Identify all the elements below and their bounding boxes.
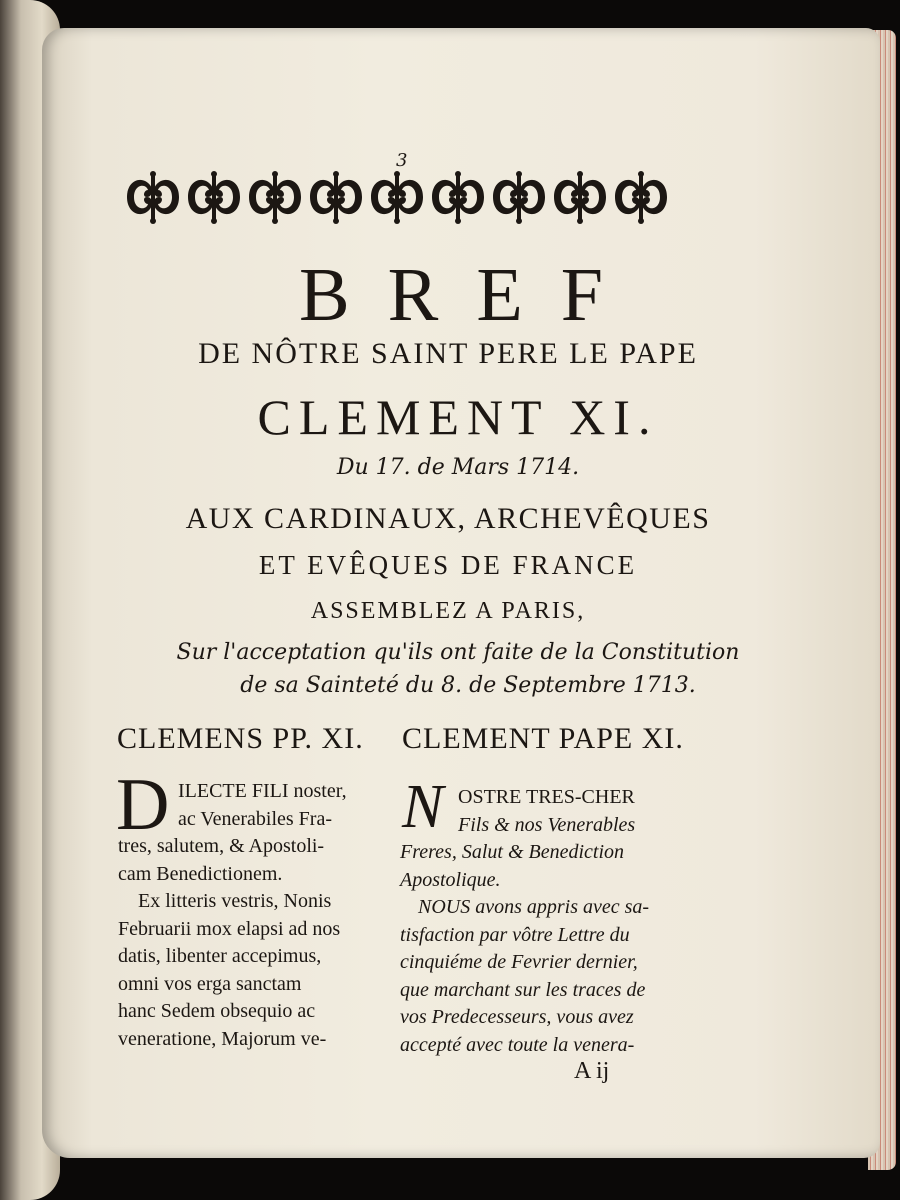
latin-line: omni vos erga sanctam bbox=[118, 972, 302, 995]
latin-drop-cap: D bbox=[116, 764, 170, 846]
signature-mark: A ij bbox=[574, 1058, 610, 1084]
latin-column bbox=[118, 778, 388, 1053]
latin-line: ILECTE FILI noster, bbox=[178, 780, 347, 802]
latin-line: Ex litteris vestris, Nonis bbox=[138, 890, 332, 912]
french-column bbox=[400, 784, 690, 1059]
document-date: Du 17. de Mars 1714. bbox=[336, 455, 580, 480]
french-line: Apostolique. bbox=[400, 868, 501, 891]
subject-line-1: Sur l'acceptation qu'ils ont faite de la Constitution bbox=[176, 640, 740, 665]
subtitle-pope: DE NÔTRE SAINT PERE LE PAPE bbox=[198, 337, 698, 370]
french-column-heading: CLEMENT PAPE XI. bbox=[402, 722, 684, 755]
french-line: OSTRE TRES-CHER bbox=[458, 786, 635, 808]
headband-pattern bbox=[127, 171, 667, 224]
french-line: accepté avec toute la venera- bbox=[400, 1033, 635, 1056]
french-line: que marchant sur les traces de bbox=[400, 978, 646, 1001]
french-line: Fils & nos Venerables bbox=[458, 813, 636, 836]
latin-column-heading: CLEMENS PP. XI. bbox=[117, 722, 364, 755]
document-title: BREF bbox=[298, 253, 642, 337]
latin-line: cam Benedictionem. bbox=[118, 862, 283, 885]
latin-line: tres, salutem, & Apostoli- bbox=[118, 835, 325, 857]
address-line-3: ASSEMBLEZ A PARIS, bbox=[310, 598, 586, 624]
french-line: Freres, Salut & Benediction bbox=[400, 841, 625, 863]
latin-line: datis, libenter accepimus, bbox=[118, 945, 322, 967]
french-line: tisfaction par vôtre Lettre du bbox=[400, 923, 630, 946]
latin-line: hanc Sedem obsequio ac bbox=[118, 1000, 316, 1022]
pope-name: CLEMENT XI. bbox=[257, 389, 659, 445]
french-line: NOUS avons appris avec sa- bbox=[418, 896, 650, 918]
address-line-2: ET EVÊQUES DE FRANCE bbox=[258, 550, 638, 580]
subject-line-2: de sa Sainteté du 8. de Septembre 1713. bbox=[240, 673, 696, 698]
french-drop-cap: N bbox=[402, 773, 444, 841]
address-line-1: AUX CARDINAUX, ARCHEVÊQUES bbox=[185, 502, 711, 535]
french-line: vos Predecesseurs, vous avez bbox=[400, 1006, 634, 1028]
latin-line: veneratione, Majorum ve- bbox=[118, 1027, 327, 1050]
latin-line: Februarii mox elapsi ad nos bbox=[118, 917, 341, 940]
latin-line: ac Venerabiles Fra- bbox=[178, 807, 333, 830]
decorative-headband bbox=[122, 170, 692, 225]
french-line: cinquiéme de Fevrier dernier, bbox=[400, 951, 638, 973]
page-number: 3 bbox=[396, 150, 408, 171]
